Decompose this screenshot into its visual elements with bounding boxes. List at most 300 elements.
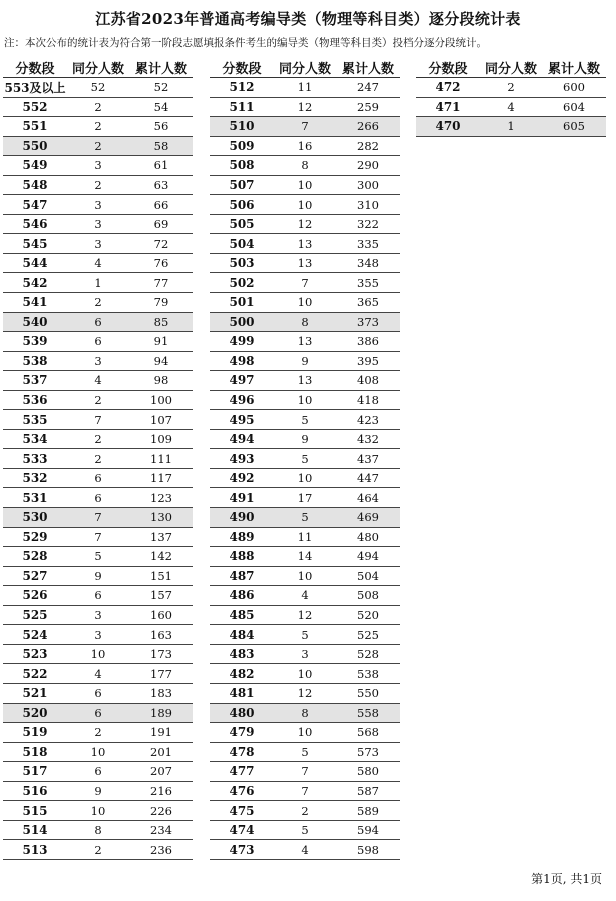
header-count: 同分人数 xyxy=(274,57,336,78)
cumulative-cell: 94 xyxy=(129,351,193,371)
table-row xyxy=(3,566,193,586)
cumulative-cell: 56 xyxy=(129,117,193,137)
table-row xyxy=(210,273,400,293)
count-cell: 7 xyxy=(274,762,336,782)
cumulative-cell: 520 xyxy=(336,605,400,625)
score-cell: 519 xyxy=(3,723,67,743)
cumulative-cell: 189 xyxy=(129,703,193,723)
score-cell: 477 xyxy=(210,762,274,782)
score-cell: 550 xyxy=(3,136,67,156)
header-score: 分数段 xyxy=(416,57,480,78)
cumulative-cell: 117 xyxy=(129,468,193,488)
cumulative-cell: 604 xyxy=(542,97,606,117)
count-cell: 6 xyxy=(67,332,129,352)
table-row xyxy=(210,390,400,410)
cumulative-cell: 107 xyxy=(129,410,193,430)
cumulative-cell: 151 xyxy=(129,566,193,586)
table-row xyxy=(210,742,400,762)
cumulative-cell: 365 xyxy=(336,293,400,313)
score-cell: 503 xyxy=(210,253,274,273)
score-cell: 473 xyxy=(210,840,274,860)
count-cell: 2 xyxy=(67,136,129,156)
score-cell: 539 xyxy=(3,332,67,352)
table-row xyxy=(210,840,400,860)
count-cell: 8 xyxy=(274,312,336,332)
score-cell: 486 xyxy=(210,586,274,606)
table-row xyxy=(210,234,400,254)
table-row xyxy=(416,117,606,137)
count-cell: 3 xyxy=(67,195,129,215)
table-row xyxy=(3,820,193,840)
table-row xyxy=(3,429,193,449)
table-row xyxy=(3,195,193,215)
score-cell: 495 xyxy=(210,410,274,430)
table-row xyxy=(210,195,400,215)
score-cell: 538 xyxy=(3,351,67,371)
table-row xyxy=(210,703,400,723)
table-row xyxy=(3,449,193,469)
count-cell: 5 xyxy=(274,742,336,762)
table-row xyxy=(210,117,400,137)
score-cell: 487 xyxy=(210,566,274,586)
count-cell: 3 xyxy=(67,351,129,371)
table-row xyxy=(3,214,193,234)
count-cell: 2 xyxy=(67,390,129,410)
cumulative-cell: 550 xyxy=(336,683,400,703)
cumulative-cell: 525 xyxy=(336,625,400,645)
table-row xyxy=(3,605,193,625)
score-cell: 489 xyxy=(210,527,274,547)
table-row xyxy=(210,293,400,313)
score-cell: 521 xyxy=(3,683,67,703)
table-row xyxy=(3,781,193,801)
cumulative-cell: 58 xyxy=(129,136,193,156)
cumulative-cell: 160 xyxy=(129,605,193,625)
table-row xyxy=(3,547,193,567)
score-cell: 516 xyxy=(3,781,67,801)
count-cell: 13 xyxy=(274,253,336,273)
count-cell: 7 xyxy=(67,508,129,528)
score-cell: 494 xyxy=(210,429,274,449)
count-cell: 16 xyxy=(274,136,336,156)
score-cell: 498 xyxy=(210,351,274,371)
count-cell: 9 xyxy=(67,566,129,586)
count-cell: 12 xyxy=(274,605,336,625)
cumulative-cell: 69 xyxy=(129,214,193,234)
table-row xyxy=(416,78,606,98)
table-row xyxy=(3,625,193,645)
score-cell: 523 xyxy=(3,644,67,664)
count-cell: 11 xyxy=(274,78,336,98)
cumulative-cell: 163 xyxy=(129,625,193,645)
count-cell: 4 xyxy=(67,371,129,391)
cumulative-cell: 469 xyxy=(336,508,400,528)
count-cell: 6 xyxy=(67,586,129,606)
count-cell: 3 xyxy=(274,644,336,664)
score-cell: 540 xyxy=(3,312,67,332)
count-cell: 7 xyxy=(274,781,336,801)
score-cell: 514 xyxy=(3,820,67,840)
score-cell: 480 xyxy=(210,703,274,723)
count-cell: 2 xyxy=(67,840,129,860)
score-cell: 476 xyxy=(210,781,274,801)
count-cell: 4 xyxy=(274,840,336,860)
table-row xyxy=(3,78,193,98)
score-cell: 500 xyxy=(210,312,274,332)
cumulative-cell: 464 xyxy=(336,488,400,508)
cumulative-cell: 201 xyxy=(129,742,193,762)
cumulative-cell: 386 xyxy=(336,332,400,352)
table-row xyxy=(210,488,400,508)
count-cell: 5 xyxy=(274,449,336,469)
cumulative-cell: 587 xyxy=(336,781,400,801)
count-cell: 3 xyxy=(67,605,129,625)
cumulative-cell: 408 xyxy=(336,371,400,391)
cumulative-cell: 142 xyxy=(129,547,193,567)
score-cell: 491 xyxy=(210,488,274,508)
score-cell: 527 xyxy=(3,566,67,586)
cumulative-cell: 480 xyxy=(336,527,400,547)
header-cumulative: 累计人数 xyxy=(336,57,400,78)
score-cell: 478 xyxy=(210,742,274,762)
table-row xyxy=(3,410,193,430)
score-cell: 492 xyxy=(210,468,274,488)
count-cell: 3 xyxy=(67,234,129,254)
score-cell: 509 xyxy=(210,136,274,156)
table-row xyxy=(3,156,193,176)
header-score: 分数段 xyxy=(3,57,67,78)
count-cell: 10 xyxy=(274,723,336,743)
table-row xyxy=(3,683,193,703)
count-cell: 12 xyxy=(274,97,336,117)
count-cell: 10 xyxy=(274,195,336,215)
table-row xyxy=(3,468,193,488)
header-score: 分数段 xyxy=(210,57,274,78)
count-cell: 2 xyxy=(67,293,129,313)
cumulative-cell: 373 xyxy=(336,312,400,332)
cumulative-cell: 76 xyxy=(129,253,193,273)
count-cell: 13 xyxy=(274,332,336,352)
score-cell: 470 xyxy=(416,117,480,137)
score-cell: 526 xyxy=(3,586,67,606)
cumulative-cell: 395 xyxy=(336,351,400,371)
score-cell: 479 xyxy=(210,723,274,743)
score-cell: 542 xyxy=(3,273,67,293)
count-cell: 8 xyxy=(274,703,336,723)
cumulative-cell: 528 xyxy=(336,644,400,664)
table-row xyxy=(3,390,193,410)
table-row xyxy=(210,429,400,449)
count-cell: 5 xyxy=(274,625,336,645)
count-cell: 4 xyxy=(67,664,129,684)
score-cell: 485 xyxy=(210,605,274,625)
cumulative-cell: 418 xyxy=(336,390,400,410)
cumulative-cell: 605 xyxy=(542,117,606,137)
table-row xyxy=(210,312,400,332)
table-row xyxy=(210,156,400,176)
score-cell: 536 xyxy=(3,390,67,410)
score-cell: 525 xyxy=(3,605,67,625)
count-cell: 10 xyxy=(274,664,336,684)
cumulative-cell: 266 xyxy=(336,117,400,137)
cumulative-cell: 79 xyxy=(129,293,193,313)
score-cell: 529 xyxy=(3,527,67,547)
score-cell: 518 xyxy=(3,742,67,762)
cumulative-cell: 216 xyxy=(129,781,193,801)
cumulative-cell: 54 xyxy=(129,97,193,117)
page-footer: 第1页, 共1页 xyxy=(531,872,602,886)
table-row xyxy=(3,175,193,195)
table-row xyxy=(210,644,400,664)
table-row xyxy=(210,253,400,273)
score-cell: 508 xyxy=(210,156,274,176)
cumulative-cell: 236 xyxy=(129,840,193,860)
page-title: 江苏省2023年普通高考编导类（物理等科目类）逐分段统计表 xyxy=(95,10,521,28)
score-cell: 488 xyxy=(210,547,274,567)
table-row xyxy=(3,351,193,371)
table-row xyxy=(3,488,193,508)
score-cell: 553及以上 xyxy=(3,78,67,98)
score-cell: 482 xyxy=(210,664,274,684)
table-note: 注：本次公布的统计表为符合第一阶段志愿填报条件考生的编导类（物理等科目类）投档分逐分段统计。 xyxy=(4,37,487,49)
cumulative-cell: 494 xyxy=(336,547,400,567)
header-count: 同分人数 xyxy=(67,57,129,78)
header-cumulative: 累计人数 xyxy=(129,57,193,78)
table-row xyxy=(210,547,400,567)
count-cell: 5 xyxy=(274,410,336,430)
score-cell: 520 xyxy=(3,703,67,723)
count-cell: 6 xyxy=(67,683,129,703)
stats-table-3 xyxy=(416,57,606,137)
table-row xyxy=(210,97,400,117)
cumulative-cell: 226 xyxy=(129,801,193,821)
count-cell: 7 xyxy=(274,273,336,293)
cumulative-cell: 594 xyxy=(336,820,400,840)
table-row xyxy=(3,117,193,137)
cumulative-cell: 173 xyxy=(129,644,193,664)
cumulative-cell: 580 xyxy=(336,762,400,782)
table-row xyxy=(210,468,400,488)
count-cell: 2 xyxy=(274,801,336,821)
score-cell: 517 xyxy=(3,762,67,782)
cumulative-cell: 183 xyxy=(129,683,193,703)
count-cell: 8 xyxy=(67,820,129,840)
count-cell: 3 xyxy=(67,214,129,234)
score-cell: 504 xyxy=(210,234,274,254)
score-cell: 481 xyxy=(210,683,274,703)
table-row xyxy=(210,351,400,371)
count-cell: 4 xyxy=(274,586,336,606)
table-row xyxy=(210,723,400,743)
table-row xyxy=(210,586,400,606)
table-row xyxy=(210,801,400,821)
cumulative-cell: 52 xyxy=(129,78,193,98)
table-row xyxy=(210,781,400,801)
count-cell: 2 xyxy=(67,117,129,137)
score-cell: 472 xyxy=(416,78,480,98)
cumulative-cell: 322 xyxy=(336,214,400,234)
cumulative-cell: 355 xyxy=(336,273,400,293)
cumulative-cell: 66 xyxy=(129,195,193,215)
score-cell: 532 xyxy=(3,468,67,488)
cumulative-cell: 157 xyxy=(129,586,193,606)
cumulative-cell: 437 xyxy=(336,449,400,469)
table-row xyxy=(210,371,400,391)
cumulative-cell: 137 xyxy=(129,527,193,547)
score-cell: 548 xyxy=(3,175,67,195)
cumulative-cell: 234 xyxy=(129,820,193,840)
score-cell: 531 xyxy=(3,488,67,508)
count-cell: 4 xyxy=(480,97,542,117)
score-cell: 502 xyxy=(210,273,274,293)
cumulative-cell: 348 xyxy=(336,253,400,273)
cumulative-cell: 98 xyxy=(129,371,193,391)
count-cell: 52 xyxy=(67,78,129,98)
cumulative-cell: 423 xyxy=(336,410,400,430)
cumulative-cell: 568 xyxy=(336,723,400,743)
count-cell: 5 xyxy=(274,820,336,840)
score-cell: 507 xyxy=(210,175,274,195)
table-row xyxy=(210,78,400,98)
cumulative-cell: 111 xyxy=(129,449,193,469)
count-cell: 7 xyxy=(274,117,336,137)
count-cell: 12 xyxy=(274,214,336,234)
count-cell: 2 xyxy=(67,449,129,469)
table-row xyxy=(210,175,400,195)
cumulative-cell: 100 xyxy=(129,390,193,410)
count-cell: 1 xyxy=(67,273,129,293)
score-cell: 505 xyxy=(210,214,274,234)
count-cell: 8 xyxy=(274,156,336,176)
score-cell: 475 xyxy=(210,801,274,821)
cumulative-cell: 207 xyxy=(129,762,193,782)
count-cell: 10 xyxy=(274,175,336,195)
table-row xyxy=(3,703,193,723)
score-cell: 552 xyxy=(3,97,67,117)
count-cell: 1 xyxy=(480,117,542,137)
cumulative-cell: 130 xyxy=(129,508,193,528)
score-cell: 490 xyxy=(210,508,274,528)
count-cell: 10 xyxy=(67,742,129,762)
header-count: 同分人数 xyxy=(480,57,542,78)
table-row xyxy=(3,723,193,743)
cumulative-cell: 558 xyxy=(336,703,400,723)
cumulative-cell: 123 xyxy=(129,488,193,508)
count-cell: 11 xyxy=(274,527,336,547)
count-cell: 12 xyxy=(274,683,336,703)
score-cell: 541 xyxy=(3,293,67,313)
score-cell: 533 xyxy=(3,449,67,469)
table-row xyxy=(3,742,193,762)
table-row xyxy=(210,410,400,430)
count-cell: 6 xyxy=(67,762,129,782)
table-row xyxy=(210,449,400,469)
table-row xyxy=(3,840,193,860)
count-cell: 2 xyxy=(480,78,542,98)
table-row xyxy=(3,586,193,606)
cumulative-cell: 300 xyxy=(336,175,400,195)
count-cell: 13 xyxy=(274,371,336,391)
table-row xyxy=(3,273,193,293)
cumulative-cell: 508 xyxy=(336,586,400,606)
count-cell: 6 xyxy=(67,703,129,723)
score-cell: 499 xyxy=(210,332,274,352)
count-cell: 4 xyxy=(67,253,129,273)
score-cell: 547 xyxy=(3,195,67,215)
count-cell: 6 xyxy=(67,312,129,332)
score-cell: 501 xyxy=(210,293,274,313)
score-cell: 497 xyxy=(210,371,274,391)
cumulative-cell: 85 xyxy=(129,312,193,332)
table-row xyxy=(210,136,400,156)
cumulative-cell: 91 xyxy=(129,332,193,352)
score-cell: 474 xyxy=(210,820,274,840)
cumulative-cell: 247 xyxy=(336,78,400,98)
count-cell: 9 xyxy=(67,781,129,801)
score-cell: 546 xyxy=(3,214,67,234)
count-cell: 3 xyxy=(67,625,129,645)
count-cell: 10 xyxy=(274,390,336,410)
cumulative-cell: 447 xyxy=(336,468,400,488)
table-row xyxy=(3,234,193,254)
cumulative-cell: 504 xyxy=(336,566,400,586)
score-cell: 534 xyxy=(3,429,67,449)
count-cell: 10 xyxy=(67,801,129,821)
score-cell: 483 xyxy=(210,644,274,664)
cumulative-cell: 282 xyxy=(336,136,400,156)
cumulative-cell: 109 xyxy=(129,429,193,449)
table-row xyxy=(210,664,400,684)
table-row xyxy=(210,214,400,234)
score-cell: 551 xyxy=(3,117,67,137)
score-cell: 515 xyxy=(3,801,67,821)
table-row xyxy=(210,508,400,528)
score-cell: 524 xyxy=(3,625,67,645)
score-cell: 511 xyxy=(210,97,274,117)
table-row xyxy=(3,762,193,782)
count-cell: 2 xyxy=(67,429,129,449)
score-cell: 535 xyxy=(3,410,67,430)
table-row xyxy=(210,762,400,782)
count-cell: 9 xyxy=(274,429,336,449)
table-row xyxy=(210,332,400,352)
score-cell: 512 xyxy=(210,78,274,98)
score-cell: 484 xyxy=(210,625,274,645)
count-cell: 5 xyxy=(274,508,336,528)
cumulative-cell: 573 xyxy=(336,742,400,762)
count-cell: 7 xyxy=(67,527,129,547)
cumulative-cell: 335 xyxy=(336,234,400,254)
cumulative-cell: 72 xyxy=(129,234,193,254)
cumulative-cell: 61 xyxy=(129,156,193,176)
header-cumulative: 累计人数 xyxy=(542,57,606,78)
count-cell: 2 xyxy=(67,723,129,743)
score-cell: 493 xyxy=(210,449,274,469)
table-row xyxy=(3,644,193,664)
table-row xyxy=(416,97,606,117)
cumulative-cell: 310 xyxy=(336,195,400,215)
cumulative-cell: 598 xyxy=(336,840,400,860)
table-row xyxy=(3,332,193,352)
table-row xyxy=(210,820,400,840)
score-cell: 545 xyxy=(3,234,67,254)
count-cell: 13 xyxy=(274,234,336,254)
cumulative-cell: 538 xyxy=(336,664,400,684)
count-cell: 2 xyxy=(67,97,129,117)
table-row xyxy=(3,293,193,313)
count-cell: 10 xyxy=(67,644,129,664)
table-row xyxy=(210,683,400,703)
